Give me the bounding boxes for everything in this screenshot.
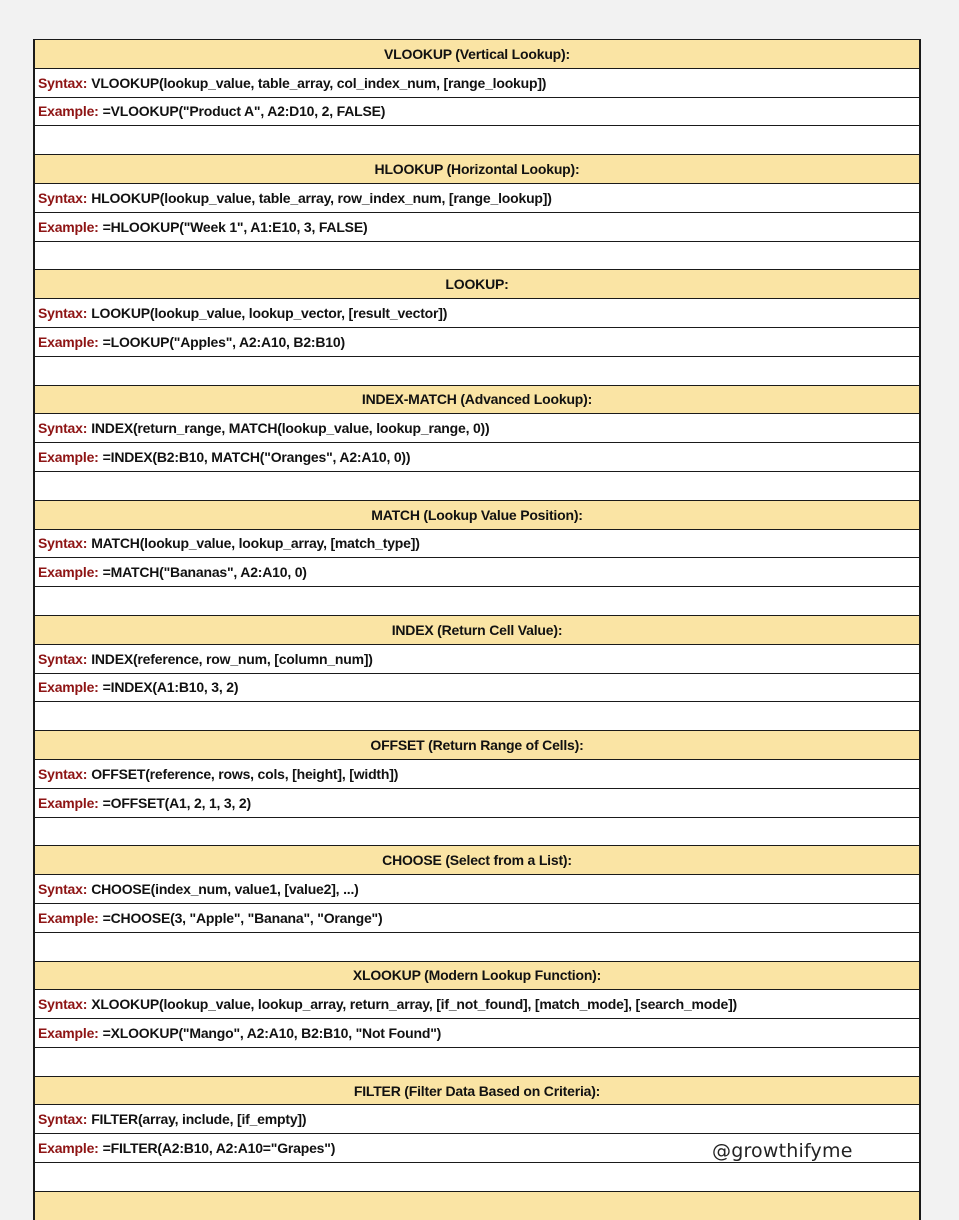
syntax-label: Syntax: — [38, 420, 88, 437]
syntax-row — [35, 183, 919, 212]
example-row — [35, 903, 919, 932]
syntax-text: VLOOKUP(lookup_value, table_array, col_index_num, [range_lookup]) — [91, 74, 547, 91]
example-row — [35, 1018, 919, 1047]
syntax-row — [35, 874, 919, 903]
function-section — [35, 500, 919, 615]
example-label: Example: — [38, 1140, 99, 1157]
example-row — [35, 673, 919, 702]
syntax-label: Syntax: — [38, 535, 88, 552]
example-row — [35, 327, 919, 356]
syntax-text: XLOOKUP(lookup_value, lookup_array, return_array, [if_not_found], [match_mode], [search_mode]) — [91, 996, 737, 1013]
syntax-label: Syntax: — [38, 650, 88, 667]
syntax-label: Syntax: — [38, 189, 88, 206]
example-text: =FILTER(A2:B10, A2:A10="Grapes") — [102, 1140, 336, 1157]
syntax-label: Syntax: — [38, 1111, 88, 1128]
example-text: =MATCH("Bananas", A2:A10, 0) — [102, 564, 307, 581]
syntax-text: CHOOSE(index_num, value1, [value2], ...) — [91, 881, 359, 897]
syntax-text: HLOOKUP(lookup_value, table_array, row_index_num, [range_lookup]) — [91, 189, 552, 206]
example-row — [35, 788, 919, 817]
syntax-label: Syntax: — [38, 765, 88, 782]
example-label: Example: — [38, 333, 99, 350]
syntax-text: INDEX(return_range, MATCH(lookup_value, lookup_range, 0)) — [91, 420, 490, 437]
syntax-row — [35, 529, 919, 558]
next-section-title-cropped — [35, 1191, 919, 1220]
example-row — [35, 97, 919, 126]
blank-spacer-row — [35, 701, 919, 730]
section-title: XLOOKUP (Modern Lookup Function): — [35, 961, 919, 990]
blank-spacer-row — [35, 932, 919, 961]
syntax-text: OFFSET(reference, rows, cols, [height], [width]) — [91, 765, 399, 782]
syntax-row — [35, 298, 919, 327]
watermark-handle: @growthifyme — [712, 1140, 853, 1162]
example-label: Example: — [38, 1024, 99, 1041]
lookup-functions-table — [33, 39, 921, 1220]
function-section — [35, 615, 919, 730]
syntax-label: Syntax: — [38, 881, 88, 897]
example-text: =OFFSET(A1, 2, 1, 3, 2) — [102, 794, 251, 811]
example-text: =LOOKUP("Apples", A2:A10, B2:B10) — [102, 333, 345, 350]
syntax-label: Syntax: — [38, 305, 88, 322]
example-text: =VLOOKUP("Product A", A2:D10, 2, FALSE) — [102, 103, 386, 120]
blank-spacer-row — [35, 1162, 919, 1191]
example-text: =XLOOKUP("Mango", A2:A10, B2:B10, "Not Found") — [102, 1024, 442, 1041]
section-title: LOOKUP: — [35, 269, 919, 298]
blank-spacer-row — [35, 125, 919, 154]
blank-spacer-row — [35, 241, 919, 270]
section-title: OFFSET (Return Range of Cells): — [35, 730, 919, 759]
blank-spacer-row — [35, 471, 919, 500]
section-title: CHOOSE (Select from a List): — [35, 845, 919, 874]
syntax-label: Syntax: — [38, 996, 88, 1013]
function-section — [35, 845, 919, 960]
example-label: Example: — [38, 794, 99, 811]
syntax-text: MATCH(lookup_value, lookup_array, [match_type]) — [91, 535, 420, 552]
syntax-text: INDEX(reference, row_num, [column_num]) — [91, 650, 373, 667]
section-title: INDEX (Return Cell Value): — [35, 615, 919, 644]
section-title: HLOOKUP (Horizontal Lookup): — [35, 154, 919, 183]
blank-spacer-row — [35, 356, 919, 385]
blank-spacer-row — [35, 1047, 919, 1076]
syntax-row — [35, 989, 919, 1018]
function-section — [35, 385, 919, 500]
section-title: MATCH (Lookup Value Position): — [35, 500, 919, 529]
function-section — [35, 961, 919, 1076]
example-text: =INDEX(B2:B10, MATCH("Oranges", A2:A10, 0)) — [102, 449, 411, 466]
syntax-row — [35, 1104, 919, 1133]
syntax-row — [35, 68, 919, 97]
syntax-text: LOOKUP(lookup_value, lookup_vector, [result_vector]) — [91, 305, 448, 322]
syntax-row — [35, 759, 919, 788]
example-label: Example: — [38, 103, 99, 120]
example-row — [35, 212, 919, 241]
section-title: INDEX-MATCH (Advanced Lookup): — [35, 385, 919, 414]
blank-spacer-row — [35, 586, 919, 615]
example-text: =CHOOSE(3, "Apple", "Banana", "Orange") — [102, 909, 383, 926]
example-label: Example: — [38, 909, 99, 926]
section-title: FILTER (Filter Data Based on Criteria): — [35, 1076, 919, 1105]
function-section — [35, 730, 919, 845]
syntax-label: Syntax: — [38, 74, 88, 91]
syntax-row — [35, 644, 919, 673]
function-section — [35, 39, 919, 154]
blank-spacer-row — [35, 817, 919, 846]
example-label: Example: — [38, 218, 99, 235]
example-label: Example: — [38, 679, 99, 696]
example-label: Example: — [38, 564, 99, 581]
example-text: =INDEX(A1:B10, 3, 2) — [102, 679, 239, 696]
syntax-row — [35, 413, 919, 442]
section-title: VLOOKUP (Vertical Lookup): — [35, 39, 919, 68]
function-section — [35, 269, 919, 384]
syntax-text: FILTER(array, include, [if_empty]) — [91, 1111, 307, 1128]
example-label: Example: — [38, 449, 99, 466]
example-row — [35, 557, 919, 586]
function-section — [35, 1076, 919, 1191]
example-row — [35, 442, 919, 471]
function-section — [35, 154, 919, 269]
example-text: =HLOOKUP("Week 1", A1:E10, 3, FALSE) — [102, 218, 368, 235]
